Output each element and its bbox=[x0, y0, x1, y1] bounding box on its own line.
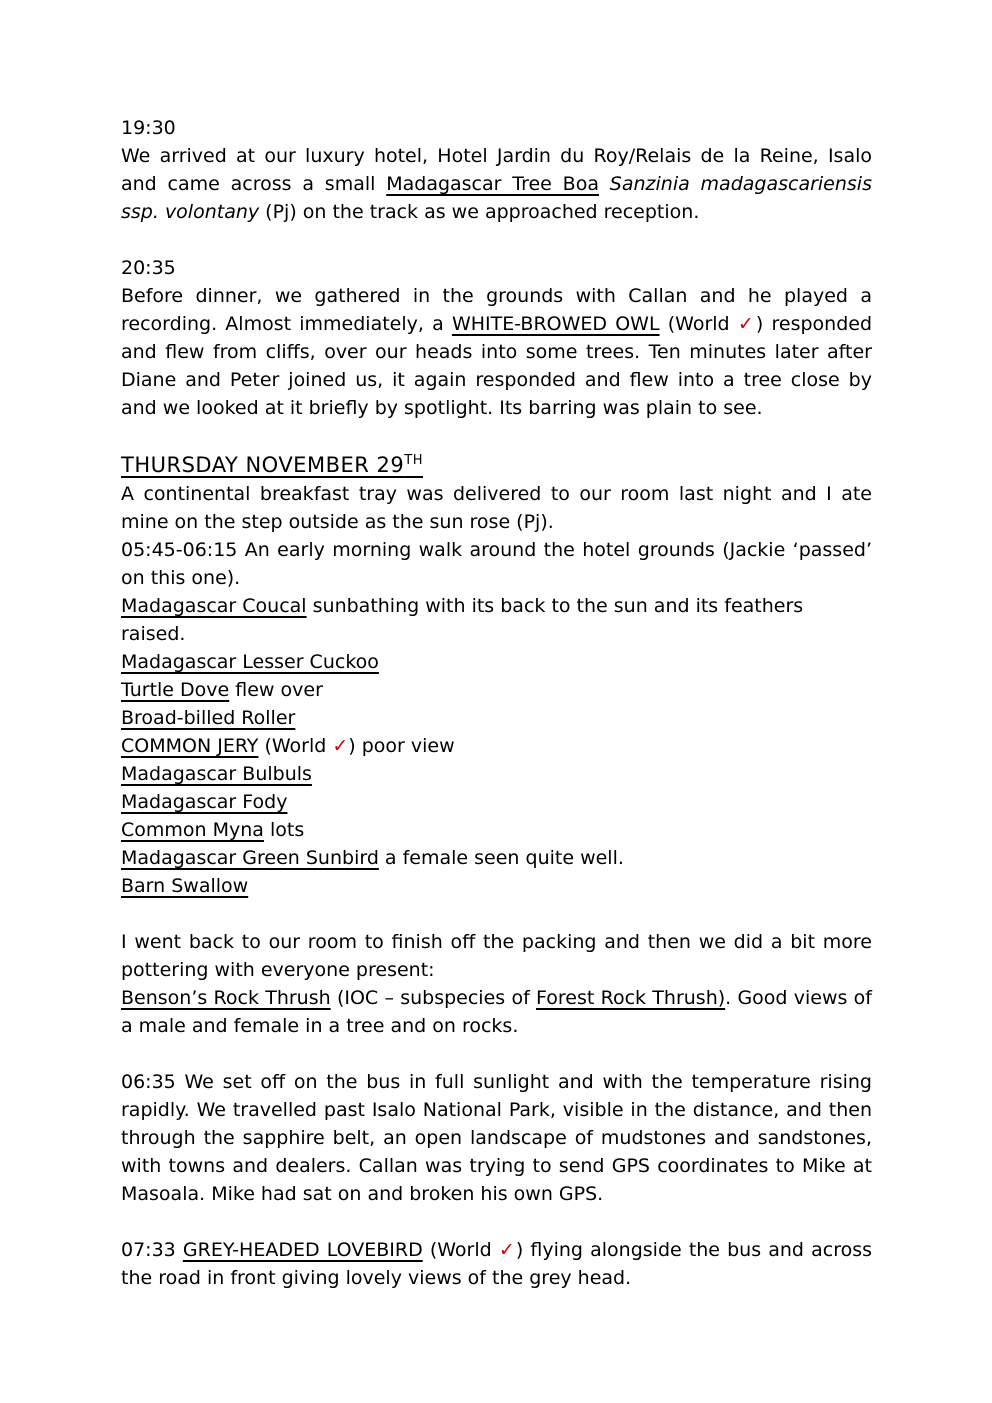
paragraph-packing bbox=[121, 928, 872, 984]
text-run: ) responded and flew from cliffs, over our heads into some trees. Ten minutes later after Diane and Peter joined us, it again responded and flew into a tree close by and we looked at it briefly by spotlight. Its barring was plain to see. bbox=[121, 313, 873, 419]
bird-list-item-madagascar-green-sunbird bbox=[121, 844, 872, 872]
species-name: GREY-HEADED LOVEBIRD bbox=[182, 1239, 423, 1261]
text-run: ) poor view bbox=[348, 735, 455, 757]
heading-ordinal-suffix: TH bbox=[404, 453, 423, 468]
text-run: We arrived at our luxury hotel, Hotel Jardin du Roy/Relais de la Reine, Isalo and came across a small bbox=[121, 145, 872, 195]
text-run: Before dinner, we gathered in the grounds with Callan and he played a recording. Almost immediately, a bbox=[121, 285, 872, 335]
species-name: COMMON JERY bbox=[121, 735, 259, 757]
species-name: Madagascar Coucal bbox=[121, 595, 307, 617]
species-name: Benson’s Rock Thrush bbox=[121, 987, 331, 1009]
text-run: 06:35 We set off on the bus in full sunlight and with the temperature rising rapidly. We travelled past Isalo National Park, visible in the distance, and then through the sapphire belt, an open landscape of mudstones and sandstones, with towns and dealers. Callan was trying to send GPS coordinates to Mike at Masoala. Mike had sat on and broken his own GPS. bbox=[121, 1071, 872, 1205]
heading-underline bbox=[121, 453, 423, 477]
world-tick-checkmark: ✓ bbox=[332, 735, 349, 757]
text-run: 07:33 bbox=[121, 1239, 183, 1261]
world-tick-checkmark: ✓ bbox=[498, 1239, 516, 1261]
paragraph-breakfast bbox=[121, 480, 872, 536]
species-name: Forest Rock Thrush) bbox=[536, 987, 726, 1009]
paragraph-rock-thrush bbox=[121, 984, 872, 1040]
bird-list-item-common-myna bbox=[121, 816, 872, 844]
text-run: (World bbox=[258, 735, 333, 757]
timestamp-1930 bbox=[121, 114, 872, 142]
species-note: a female seen quite well. bbox=[378, 847, 624, 869]
bird-list-item-broad-billed-roller bbox=[121, 704, 872, 732]
species-note: flew over bbox=[229, 679, 323, 701]
species-name: Common Myna bbox=[121, 819, 264, 841]
timestamp: 19:30 bbox=[121, 117, 176, 139]
text-run: . Good views of a male and female in a tree and on rocks. bbox=[121, 987, 872, 1037]
species-name: Broad-billed Roller bbox=[121, 707, 296, 729]
text-run: ) flying alongside the bus and across the road in front giving lovely views of the grey head. bbox=[121, 1239, 873, 1289]
text-run: A continental breakfast tray was delivered to our room last night and I ate mine on the step outside as the sun rose (Pj). bbox=[121, 483, 872, 533]
timestamp-2035 bbox=[121, 254, 872, 282]
bird-list-item-common-jery bbox=[121, 732, 872, 760]
heading-text: THURSDAY NOVEMBER 29 bbox=[121, 453, 405, 477]
species-name: Madagascar Fody bbox=[121, 791, 288, 813]
species-name: Madagascar Tree Boa bbox=[386, 173, 599, 195]
latin-name: Sanzinia madagascariensis ssp. volontany bbox=[121, 173, 872, 223]
species-name: WHITE-BROWED OWL bbox=[451, 313, 660, 335]
paragraph-hotel-arrival bbox=[121, 142, 872, 226]
bird-list-item-madagascar-coucal bbox=[121, 592, 872, 648]
paragraph-bus-journey bbox=[121, 1068, 872, 1208]
text-run: (Pj) on the track as we approached reception. bbox=[265, 201, 700, 223]
bird-list-item-madagascar-bulbuls bbox=[121, 760, 872, 788]
species-name: Turtle Dove bbox=[121, 679, 230, 701]
bird-list-item-madagascar-fody bbox=[121, 788, 872, 816]
bird-list-item-madagascar-lesser-cuckoo bbox=[121, 648, 872, 676]
species-name: Madagascar Bulbuls bbox=[121, 763, 312, 785]
section-heading-thursday-november-29 bbox=[121, 450, 872, 480]
text-run: (World bbox=[422, 1239, 499, 1261]
world-tick-checkmark: ✓ bbox=[737, 313, 756, 335]
bird-list-item-barn-swallow bbox=[121, 872, 872, 900]
timestamp: 20:35 bbox=[121, 257, 176, 279]
species-note: sunbathing with its back to the sun and its feathers raised. bbox=[121, 595, 804, 645]
species-name: Madagascar Green Sunbird bbox=[121, 847, 379, 869]
text-run: (World bbox=[659, 313, 738, 335]
text-run: I went back to our room to finish off the packing and then we did a bit more pottering with everyone present: bbox=[121, 931, 872, 981]
paragraph-morning-walk bbox=[121, 536, 872, 592]
text-run: (IOC – subspecies of bbox=[330, 987, 537, 1009]
paragraph-owl-sighting bbox=[121, 282, 872, 422]
species-note: lots bbox=[263, 819, 305, 841]
paragraph-lovebird-sighting bbox=[121, 1236, 872, 1292]
bird-list-item-turtle-dove bbox=[121, 676, 872, 704]
species-name: Barn Swallow bbox=[121, 875, 249, 897]
text-run: 05:45-06:15 An early morning walk around the hotel grounds (Jackie ‘passed’ on this one). bbox=[121, 539, 872, 589]
species-name: Madagascar Lesser Cuckoo bbox=[121, 651, 379, 673]
